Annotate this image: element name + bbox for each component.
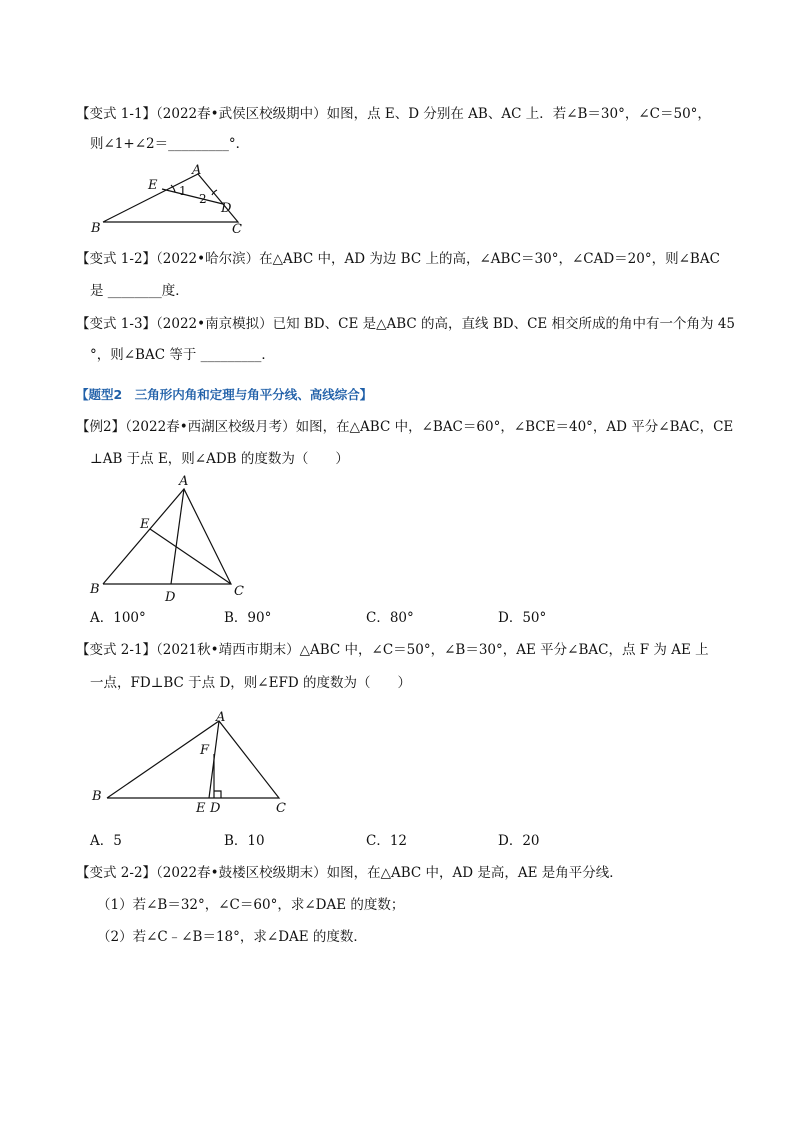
question-2-1-line2: 一点，FD⊥BC 于点 D，则∠EFD 的度数为（ ）	[90, 675, 411, 691]
option-b[interactable]: B．10	[224, 833, 265, 849]
fig1-label-a: A	[192, 163, 202, 178]
option-d[interactable]: D．50°	[498, 610, 547, 626]
question-1-1-line2: 则∠1+∠2＝_________°．	[90, 136, 250, 152]
fig3-label-b: B	[92, 789, 102, 804]
fig1-label-c: C	[232, 222, 242, 237]
question-1-2-line1: 【变式 1-2】（2022•哈尔滨）在△ABC 中，AD 为边 BC 上的高，∠ABC＝30°，∠CAD＝20°，则∠BAC	[76, 251, 720, 267]
option-b[interactable]: B．90°	[224, 610, 272, 626]
fig2-label-a: A	[179, 474, 189, 489]
option-c[interactable]: C．80°	[366, 610, 414, 626]
fig1-label-b: B	[91, 221, 101, 236]
figure-1-1	[85, 162, 255, 240]
fig3-label-c: C	[276, 801, 286, 816]
question-2-2-part1: （1）若∠B＝32°，∠C＝60°，求∠DAE 的度数；	[97, 897, 405, 913]
question-1-3-line1: 【变式 1-3】（2022•南京模拟）已知 BD、CE 是△ABC 的高，直线 BD、CE 相交所成的角中有一个角为 45	[76, 316, 736, 332]
triangle-abc	[107, 721, 279, 798]
question-2-2-part2: （2）若∠C﹣∠B＝18°，求∠DAE 的度数．	[97, 929, 367, 945]
question-2-2-line1: 【变式 2-2】（2022春•鼓楼区校级期末）如图，在△ABC 中，AD 是高，AE 是角平分线．	[76, 865, 623, 881]
fig3-label-e: E	[196, 801, 206, 816]
fig3-label-a: A	[216, 710, 226, 725]
fig2-label-c: C	[234, 584, 244, 599]
question-1-2-line2: 是 ________度．	[90, 283, 189, 299]
fig1-label-2: 2	[199, 192, 207, 206]
right-angle-mark	[214, 791, 221, 798]
fig1-label-e: E	[148, 178, 158, 193]
option-d[interactable]: D．20	[498, 833, 540, 849]
segment-ed	[162, 189, 223, 204]
fig2-label-b: B	[90, 582, 100, 597]
fig3-label-d: D	[210, 801, 221, 816]
segment-ce	[150, 529, 231, 584]
fig1-label-d: D	[221, 201, 232, 216]
figure-2-1	[85, 705, 300, 815]
segment-ad	[171, 489, 184, 584]
triangle-abc	[103, 489, 231, 584]
option-c[interactable]: C．12	[366, 833, 408, 849]
section-2-title: 【题型2 三角形内角和定理与角平分线、高线综合】	[76, 387, 373, 402]
fig3-label-f: F	[200, 743, 210, 758]
fig2-label-d: D	[165, 590, 176, 605]
option-a[interactable]: A．100°	[90, 610, 146, 626]
example-2-line2: ⊥AB 于点 E，则∠ADB 的度数为（ ）	[90, 451, 349, 467]
fig1-label-1: 1	[179, 184, 187, 198]
option-a[interactable]: A．5	[90, 833, 122, 849]
fig2-label-e: E	[140, 517, 150, 532]
triangle-abc	[103, 174, 238, 222]
example-2-line1: 【例2】（2022春•西湖区校级月考）如图，在△ABC 中，∠BAC＝60°，∠BCE＝40°，AD 平分∠BAC，CE	[76, 419, 734, 435]
question-2-1-line1: 【变式 2-1】（2021秋•靖西市期末）△ABC 中，∠C＝50°，∠B＝30°，AE 平分∠BAC，点 F 为 AE 上	[76, 642, 709, 658]
figure-example-2	[85, 470, 255, 610]
question-1-3-line2: °，则∠BAC 等于 _________．	[90, 347, 275, 363]
question-1-1-line1: 【变式 1-1】（2022春•武侯区校级期中）如图，点 E、D 分别在 AB、AC 上．若∠B＝30°，∠C＝50°，	[76, 106, 711, 122]
